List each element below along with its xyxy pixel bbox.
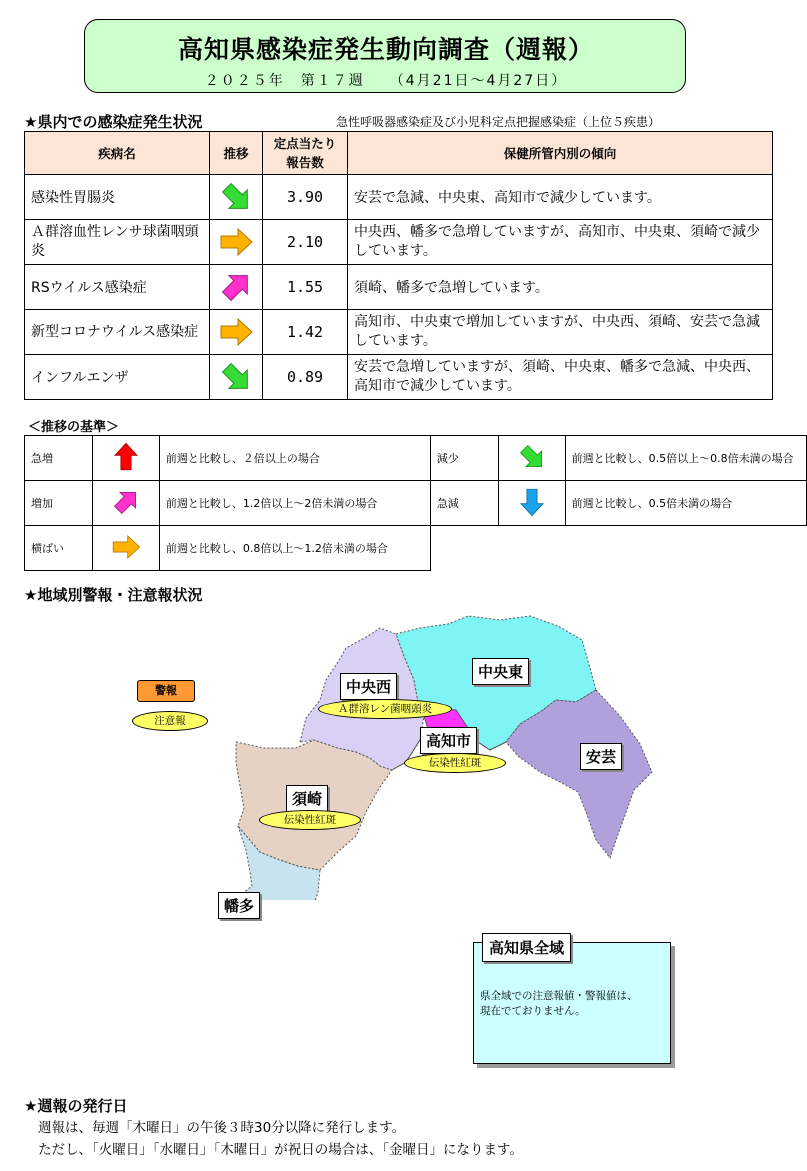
legend-row bbox=[25, 526, 807, 571]
tendency-text: 須崎、幡多で急増しています。 bbox=[348, 265, 773, 310]
rate-value: 2.10 bbox=[263, 220, 348, 265]
table-row bbox=[25, 220, 773, 265]
tendency-text: 安芸で急増していますが、須崎、中央東、幡多で急減、中央西、高知市で減少しています。 bbox=[348, 355, 773, 400]
legend-row bbox=[25, 436, 807, 481]
legend-desc-sharp-decrease: 前週と比較し、0.5倍未満の場合 bbox=[565, 481, 806, 526]
title-box bbox=[84, 19, 686, 93]
disease-name: Ａ群溶血性レンサ球菌咽頭炎 bbox=[25, 220, 210, 265]
legend-icon-cell bbox=[93, 481, 160, 526]
table-row bbox=[25, 175, 773, 220]
trend-cell bbox=[210, 265, 263, 310]
disease-name: 新型コロナウイルス感染症 bbox=[25, 310, 210, 355]
tendency-text: 高知市、中央東で増加していますが、中央西、須崎、安芸で急減しています。 bbox=[348, 310, 773, 355]
tendency-text: 安芸で急減、中央東、高知市で減少しています。 bbox=[348, 175, 773, 220]
legend-label-flat: 横ばい bbox=[25, 526, 93, 571]
legend-desc-decrease: 前週と比較し、0.5倍以上～0.8倍未満の場合 bbox=[565, 436, 806, 481]
header-disease: 疾病名 bbox=[25, 132, 210, 175]
trend-cell bbox=[210, 355, 263, 400]
advisory-susaki: 伝染性紅斑 bbox=[259, 810, 361, 830]
legend-label-increase: 増加 bbox=[25, 481, 93, 526]
trend-cell bbox=[210, 310, 263, 355]
legend-label-sharp-decrease: 急減 bbox=[430, 481, 498, 526]
header-rate bbox=[263, 132, 348, 175]
table-row bbox=[25, 355, 773, 400]
trend-cell bbox=[210, 220, 263, 265]
arrow-up-right-icon bbox=[109, 485, 143, 519]
legend-label-sharp-increase: 急増 bbox=[25, 436, 93, 481]
arrow-up-right-icon bbox=[216, 267, 256, 307]
advisory-kochi-city: 伝染性紅斑 bbox=[404, 753, 506, 773]
region-label-hata: 幡多 bbox=[218, 892, 260, 919]
legend-label-decrease: 減少 bbox=[430, 436, 498, 481]
section-heading-issue: ★週報の発行日 bbox=[24, 1097, 128, 1115]
arrow-down-icon bbox=[515, 485, 549, 519]
legend-desc-flat: 前週と比較し、0.8倍以上～1.2倍未満の場合 bbox=[159, 526, 430, 571]
legend-icon-cell bbox=[93, 526, 160, 571]
prefecture-message bbox=[480, 989, 638, 1019]
region-label-susaki: 須崎 bbox=[286, 785, 328, 812]
table-row bbox=[25, 310, 773, 355]
header-trend: 推移 bbox=[210, 132, 263, 175]
disease-name: RSウイルス感染症 bbox=[25, 265, 210, 310]
region-label-chuo-nishi: 中央西 bbox=[340, 673, 397, 700]
trend-legend bbox=[24, 435, 807, 571]
arrow-down-right-icon bbox=[216, 177, 256, 217]
trend-cell bbox=[210, 175, 263, 220]
advisory-chuo-nishi: Ａ群溶レン菌咽頭炎 bbox=[318, 699, 452, 719]
rate-value: 1.55 bbox=[263, 265, 348, 310]
legend-icon-cell bbox=[498, 481, 565, 526]
arrow-right-icon bbox=[216, 312, 256, 352]
legend-row bbox=[25, 481, 807, 526]
arrow-right-icon bbox=[109, 530, 143, 564]
kochi-map bbox=[0, 600, 807, 900]
rate-value: 0.89 bbox=[263, 355, 348, 400]
legend-icon-cell bbox=[498, 436, 565, 481]
rate-value: 1.42 bbox=[263, 310, 348, 355]
legend-desc-sharp-increase: 前週と比較し、２倍以上の場合 bbox=[159, 436, 430, 481]
legend-empty bbox=[430, 526, 806, 571]
rate-value: 3.90 bbox=[263, 175, 348, 220]
header-rate-line2: 報告数 bbox=[286, 155, 324, 170]
prefecture-box bbox=[473, 939, 671, 1064]
arrow-down-right-icon bbox=[515, 440, 549, 474]
prefecture-title: 高知県全域 bbox=[482, 933, 571, 962]
table-header-row bbox=[25, 132, 773, 175]
map-legend-alarm: 警報 bbox=[137, 680, 195, 702]
arrow-up-icon bbox=[109, 440, 143, 474]
section-note: 急性呼吸器感染症及び小児科定点把握感染症（上位５疾患） bbox=[336, 115, 661, 129]
region-label-kochi-city: 高知市 bbox=[420, 727, 477, 754]
header-rate-line1: 定点当たり bbox=[273, 136, 337, 151]
prefecture-message-line2: 現在でておりません。 bbox=[480, 1005, 586, 1017]
region-label-chuo-higashi: 中央東 bbox=[472, 658, 529, 685]
region-label-aki: 安芸 bbox=[580, 743, 622, 770]
table-row bbox=[25, 265, 773, 310]
section-heading-map: ★地域別警報・注意報状況 bbox=[24, 586, 203, 604]
legend-icon-cell bbox=[93, 436, 160, 481]
issue-text-line2: ただし、「火曜日」「水曜日」「木曜日」が祝日の場合は、「金曜日」になります。 bbox=[38, 1142, 523, 1158]
header-tendency: 保健所管内別の傾向 bbox=[348, 132, 773, 175]
disease-name: 感染性胃腸炎 bbox=[25, 175, 210, 220]
legend-heading: ＜推移の基準＞ bbox=[28, 420, 120, 435]
arrow-right-icon bbox=[216, 222, 256, 262]
legend-desc-increase: 前週と比較し、1.2倍以上～2倍未満の場合 bbox=[159, 481, 430, 526]
tendency-text: 中央西、幡多で急増していますが、高知市、中央東、須崎で減少しています。 bbox=[348, 220, 773, 265]
prefecture-message-line1: 県全域での注意報値・警報値は、 bbox=[480, 990, 638, 1002]
week-subtitle: ２０２５年 第１７週 （4月21日～4月27日） bbox=[204, 73, 568, 89]
arrow-down-right-icon bbox=[216, 357, 256, 397]
map-legend-advisory: 注意報 bbox=[132, 711, 208, 731]
disease-name: インフルエンザ bbox=[25, 355, 210, 400]
page-title: 高知県感染症発生動向調査（週報） bbox=[177, 35, 594, 64]
disease-table bbox=[24, 131, 773, 400]
issue-text-line1: 週報は、毎週「木曜日」の午後３時30分以降に発行します。 bbox=[38, 1120, 406, 1136]
section-heading-status: ★県内での感染症発生状況 bbox=[24, 113, 203, 131]
